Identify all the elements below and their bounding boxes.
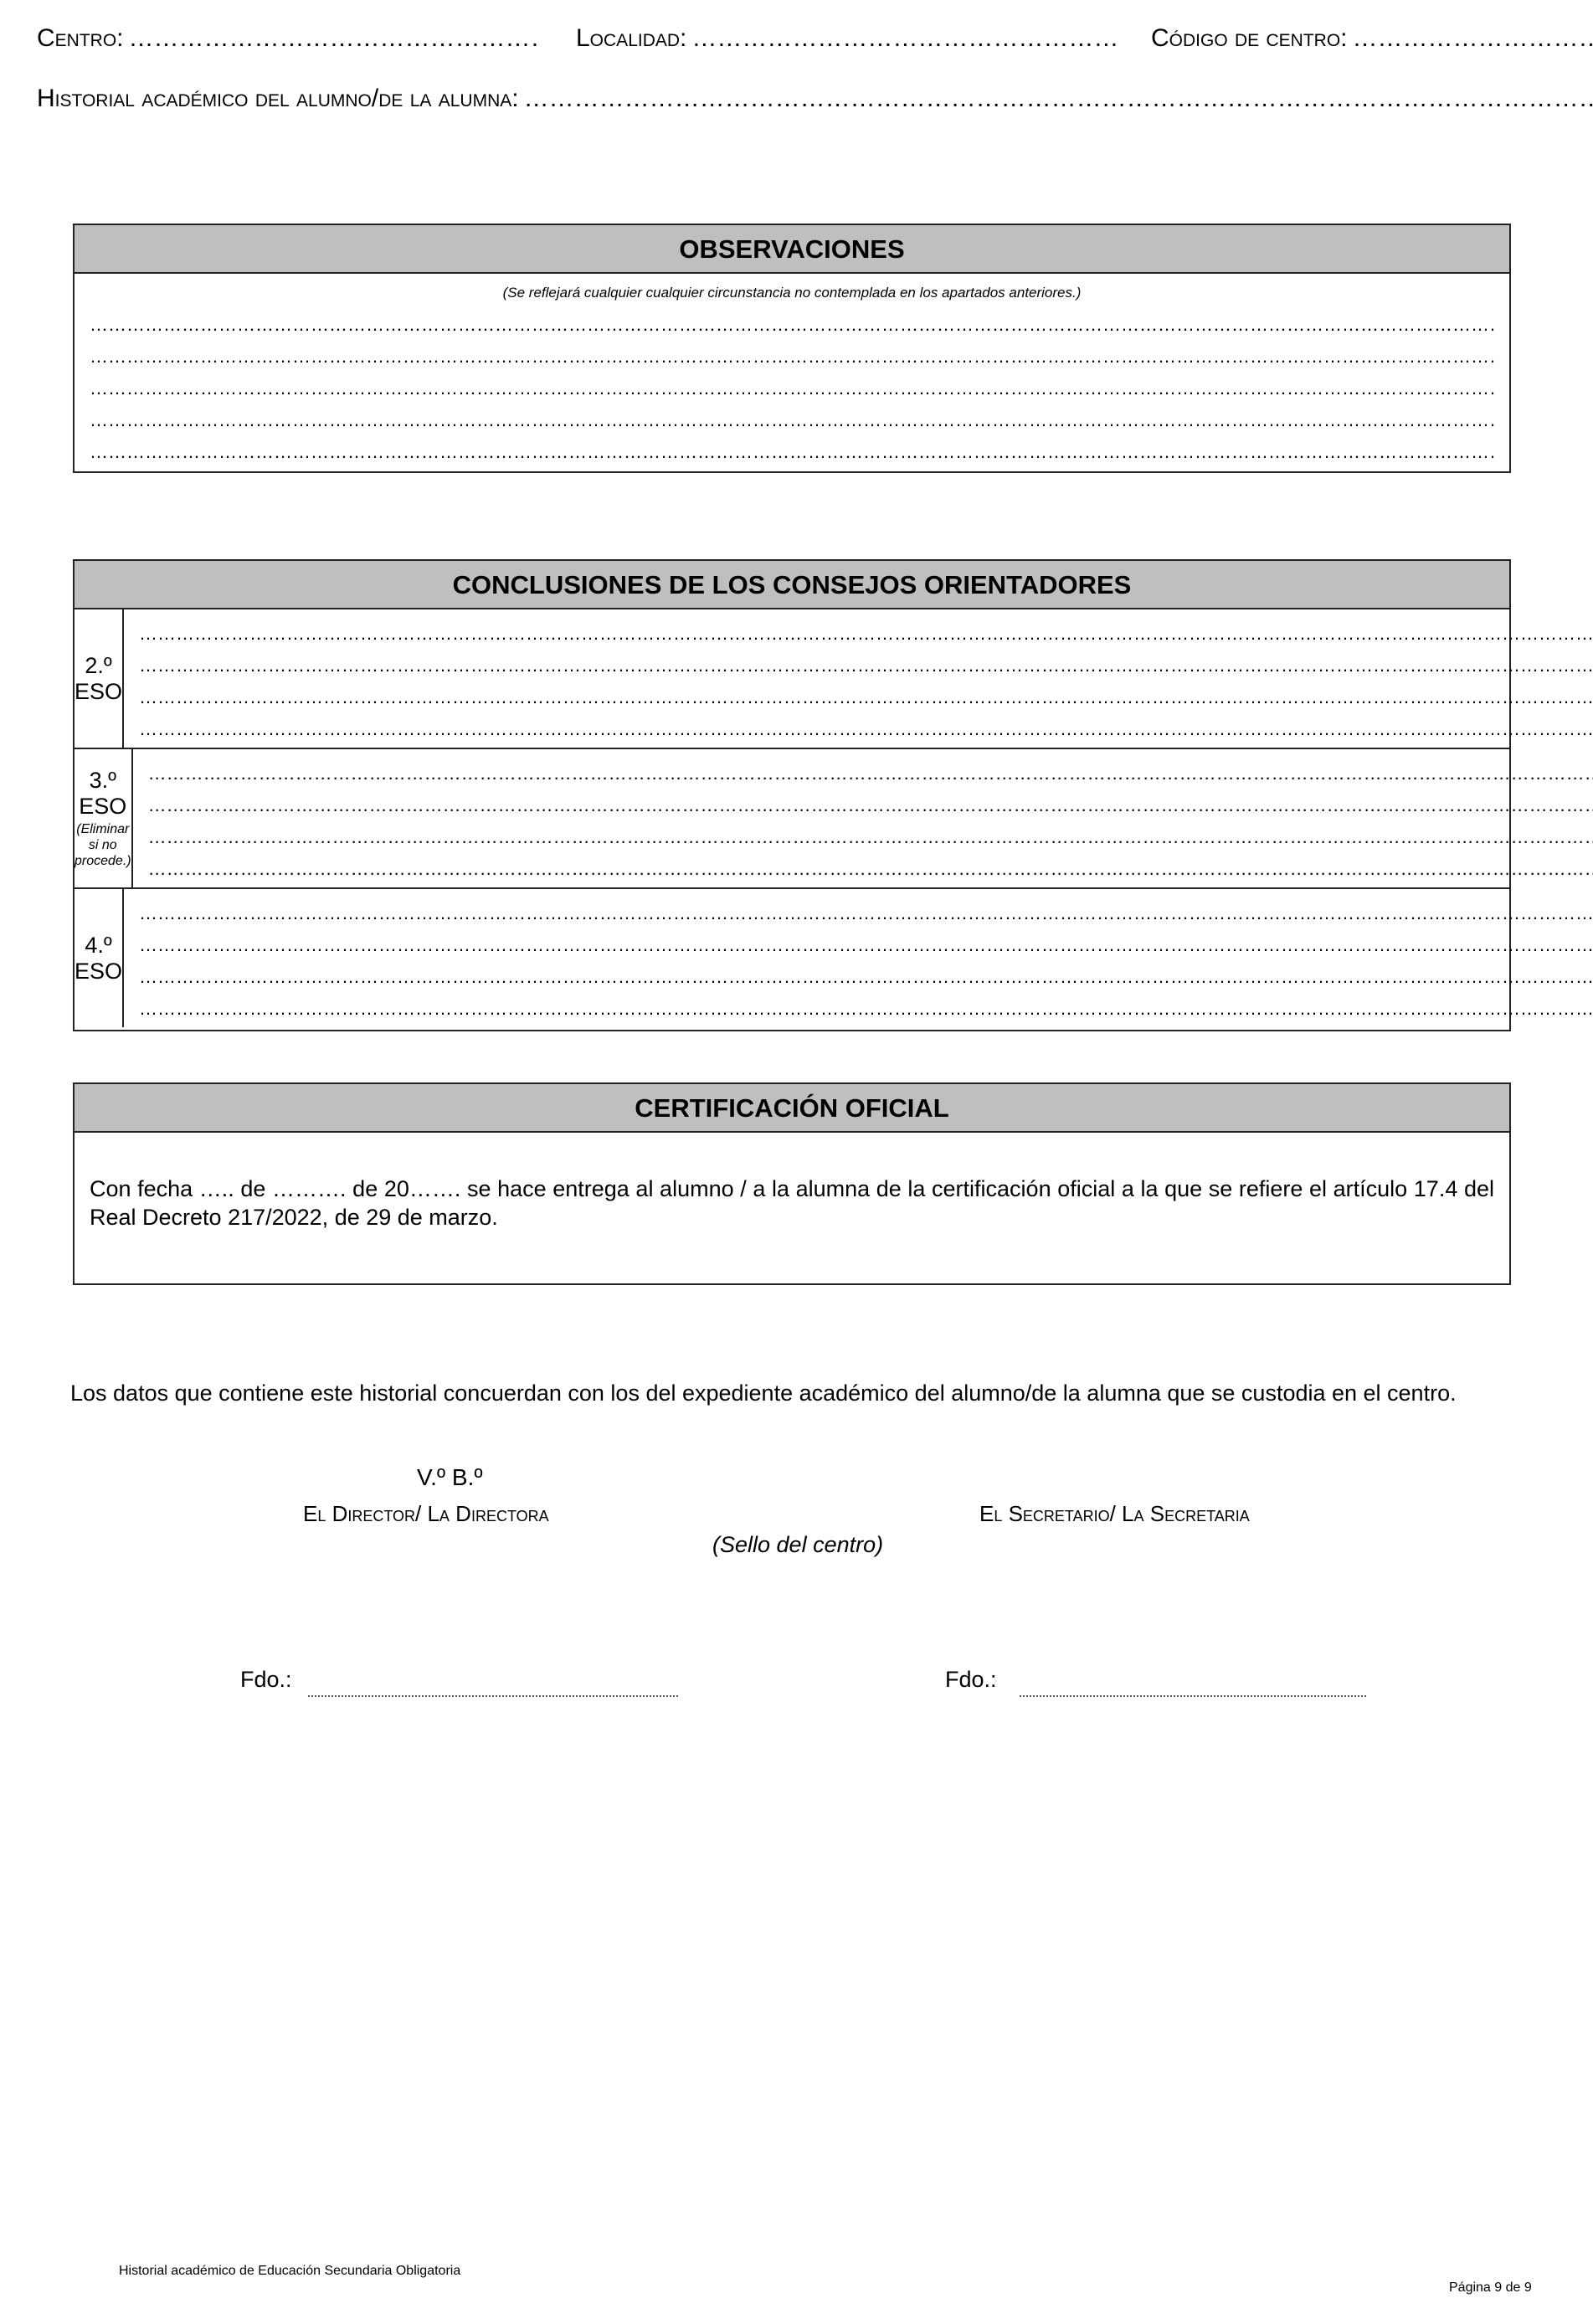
concl-row-label: 4.º ESO — [75, 932, 123, 984]
observaciones-line — [90, 436, 1494, 468]
centro-field[interactable] — [37, 22, 539, 55]
centro-dotted-line — [129, 22, 540, 55]
concl-line — [139, 650, 1593, 681]
conclusiones-row-4eso — [75, 889, 1509, 1027]
concl-row-label-cell — [75, 609, 124, 748]
concl-line — [148, 853, 1593, 885]
historial-field[interactable] — [37, 82, 1593, 116]
fdo-director-label: Fdo.: — [240, 1667, 292, 1692]
observaciones-note: (Se reflejará cualquier cualquier circunstancia no contemplada en los apartados anteriores.) — [502, 285, 1082, 301]
observaciones-line — [90, 309, 1494, 341]
concl-row-label-cell — [75, 749, 133, 887]
concl-row-lines[interactable] — [124, 609, 1593, 748]
historial-label: Historial académico del alumno/de la alumna: — [37, 85, 519, 112]
fdo-secretario-label: Fdo.: — [945, 1667, 997, 1692]
concl-line — [139, 897, 1593, 929]
conclusiones-row-3eso — [75, 749, 1509, 889]
certificacion-text: Con fecha ….. de ………. de 20……. se hace entrega al alumno / a la alumna de la certificación oficial a la que se refiere el artículo 17.4 del Real Decreto 217/2022, de 29 de marzo. — [90, 1176, 1494, 1230]
localidad-field[interactable] — [576, 22, 1120, 55]
concl-line — [139, 961, 1593, 993]
observaciones-line — [90, 373, 1494, 404]
centro-label: Centro: — [37, 24, 124, 52]
conclusiones-title: CONCLUSIONES DE LOS CONSEJOS ORIENTADORES — [75, 561, 1509, 609]
concl-line — [139, 713, 1593, 745]
concl-line — [139, 681, 1593, 713]
concl-row-lines[interactable] — [133, 749, 1593, 887]
localidad-dotted-line — [691, 22, 1120, 55]
observaciones-line — [90, 341, 1494, 373]
observaciones-box — [73, 224, 1511, 473]
concl-line — [148, 821, 1593, 853]
concl-line — [148, 789, 1593, 821]
localidad-label: Localidad: — [576, 24, 687, 52]
concl-row-lines[interactable] — [124, 889, 1593, 1027]
historial-dotted-line — [524, 82, 1593, 116]
concl-row-note: (Eliminar si no procede.) — [75, 822, 131, 868]
conclusiones-row-2eso — [75, 609, 1509, 749]
page-number: Página 9 de 9 — [1449, 2280, 1532, 2295]
concl-row-label: 2.º ESO — [75, 652, 123, 704]
concordancia-statement: Los datos que contiene este historial concuerdan con los del expediente académico del alumno/de la alumna que se custodia en el centro. — [70, 1381, 1457, 1406]
certificacion-title: CERTIFICACIÓN OFICIAL — [75, 1084, 1509, 1133]
observaciones-lines[interactable] — [75, 302, 1509, 468]
codigo-field[interactable] — [1151, 22, 1593, 55]
concl-line — [139, 618, 1593, 650]
header-row-centro — [37, 22, 1593, 55]
concl-row-label-cell — [75, 889, 124, 1027]
certificacion-box — [73, 1082, 1511, 1285]
codigo-dotted-line — [1353, 22, 1593, 55]
codigo-label: Código de centro: — [1151, 24, 1348, 52]
observaciones-title: OBSERVACIONES — [75, 225, 1509, 274]
concl-row-label: 3.º ESO — [79, 768, 127, 819]
concl-line — [139, 993, 1593, 1025]
vobo-label: V.º B.º — [417, 1464, 483, 1490]
director-label: El Director/ La Directora — [303, 1501, 549, 1526]
sello-label: (Sello del centro) — [712, 1532, 884, 1557]
observaciones-line — [90, 404, 1494, 436]
concl-line — [148, 758, 1593, 789]
secretario-label: El Secretario/ La Secretaria — [979, 1501, 1250, 1526]
footer-title: Historial académico de Educación Secundaria Obligatoria — [119, 2264, 461, 2278]
director-signature-line[interactable] — [308, 1695, 678, 1697]
secretario-signature-line[interactable] — [1020, 1695, 1366, 1697]
concl-line — [139, 929, 1593, 961]
conclusiones-box — [73, 559, 1511, 1031]
